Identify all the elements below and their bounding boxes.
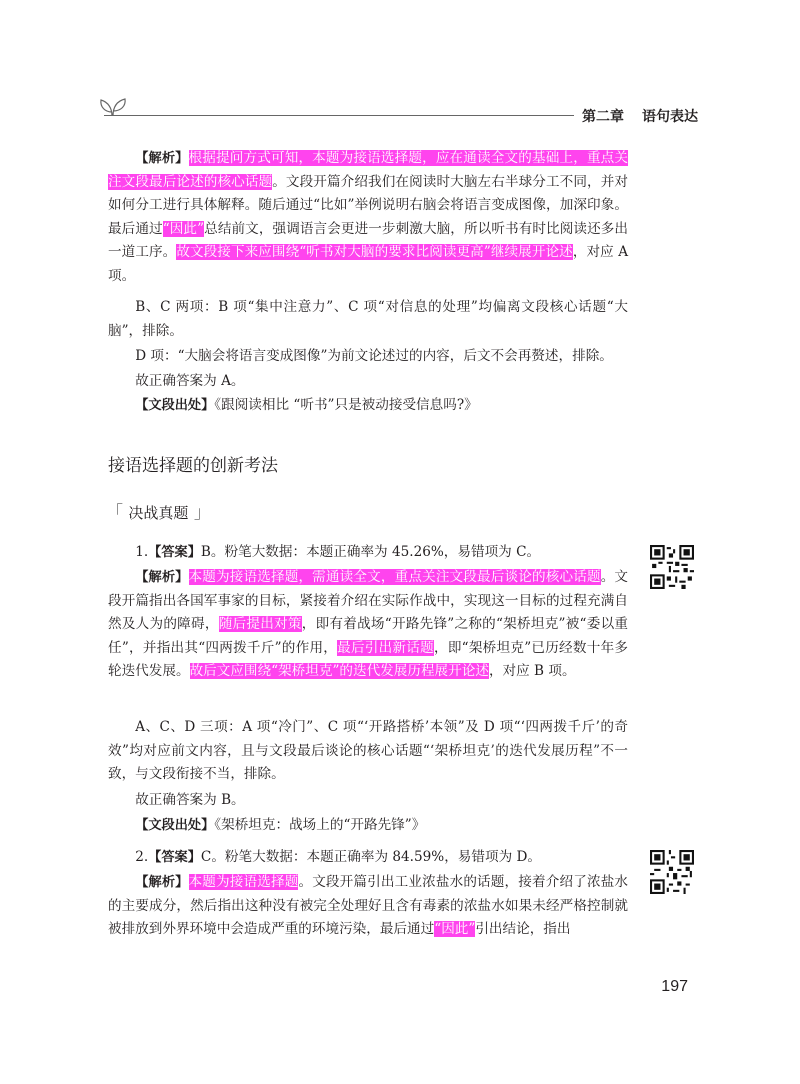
source-line: 【文段出处】《跟阅读相比 “听书”只是被动接受信息吗?》 bbox=[135, 397, 478, 413]
q1-source-line: 【文段出处】《架桥坦克：战场上的“开路先锋”》 bbox=[135, 817, 426, 833]
highlight: 随后提出对策 bbox=[218, 616, 302, 632]
q1-paragraph-2: A、C、D 三项：A 项“冷门”、C 项“‘开路搭桥’本领”及 D 项“‘四两拨千斤’的奇效”均对应前文内容，且与文段最后谈论的核心话题“‘架桥坦克’的迭代发展历程”不一致，与文段衔接不当，排除。 bbox=[108, 719, 628, 782]
answer-line: 故正确答案为 A。 bbox=[135, 373, 245, 389]
analysis-paragraph-3: D 项：“大脑会将语言变成图像”为前文论述过的内容，后文不会再赘述，排除。 bbox=[135, 348, 613, 364]
highlight: 故文段接下来应围绕“听书对大脑的要求比阅读更高”继续展开论述 bbox=[176, 244, 573, 260]
sub-title: 「 决战真题 」 bbox=[106, 503, 211, 523]
chapter-section: 语句表达 bbox=[642, 109, 698, 125]
q2-answer: 2.【答案】C。粉笔大数据：本题正确率为 84.59%，易错项为 D。 bbox=[135, 849, 541, 865]
highlight: 根据提问方式可知，本题为接语选择题，应在通读全文的基础上，重点关注文段最后论述的核心话题 bbox=[108, 150, 629, 190]
chapter-label: 第二章 bbox=[582, 109, 624, 125]
highlight: 故后文应围绕“架桥坦克”的迭代发展历程展开论述 bbox=[189, 663, 489, 679]
analysis-paragraph-1: 【解析】根据提问方式可知，本题为接语选择题，应在通读全文的基础上，重点关注文段最后论述的核心话题。文段开篇介绍我们在阅读时大脑左右半球分工不同，并对如何分工进行具体解释。随后通过“比如”举例说明右脑会将语言变成图像，加深印象。最后通过“因此”总结前文，强调语言会更进一步刺激大脑，所以听书有时比阅读还多出一道工序。故文段接下来应围绕“听书对大脑的要求比阅读更高”继续展开论述，对应 A 项。 bbox=[108, 150, 629, 284]
header-rule bbox=[104, 115, 574, 116]
q1-answer-line: 故正确答案为 B。 bbox=[135, 792, 245, 808]
highlight: “因此” bbox=[434, 921, 476, 937]
q1-analysis: 【解析】本题为接语选择题，需通读全文，重点关注文段最后谈论的核心话题。文段开篇指出各国军事家的目标，紧接着介绍在实际作战中，实现这一目标的过程充满自然及人为的障碍，随后提出对策，即有着战场“开路先锋”之称的“架桥坦克”被“委以重任”，并指出其“四两拨千斤”的作用，最后引出新话题，即“架桥坦克”已历经数十年多轮迭代发展。故后文应围绕“架桥坦克”的迭代发展历程展开论述，对应 B 项。 bbox=[108, 569, 629, 679]
highlight: “因此” bbox=[162, 220, 205, 237]
section-title: 接语选择题的创新考法 bbox=[108, 456, 278, 476]
chapter-header bbox=[582, 106, 698, 126]
highlight: 本题为接语选择题 bbox=[188, 874, 299, 890]
page-number: 197 bbox=[661, 978, 688, 995]
q1-answer: 1.【答案】B。粉笔大数据：本题正确率为 45.26%，易错项为 C。 bbox=[135, 544, 541, 560]
qr-code-icon[interactable] bbox=[650, 545, 694, 589]
highlight: 本题为接语选择题，需通读全文，重点关注文段最后谈论的核心话题 bbox=[188, 569, 601, 585]
highlight: 最后引出新话题 bbox=[337, 639, 434, 656]
analysis-paragraph-2: B、C 两项：B 项“集中注意力”、C 项“对信息的处理”均偏离文段核心话题“大脑”，排除。 bbox=[108, 299, 628, 339]
qr-code-icon[interactable] bbox=[650, 850, 694, 894]
q2-analysis: 【解析】本题为接语选择题。文段开篇引出工业浓盐水的话题，接着介绍了浓盐水的主要成分，然后指出这种没有被完全处理好且含有毒素的浓盐水如果未经严格控制就被排放到外界环境中会造成严重的环境污染，最后通过“因此”引出结论，指出 bbox=[108, 874, 629, 937]
